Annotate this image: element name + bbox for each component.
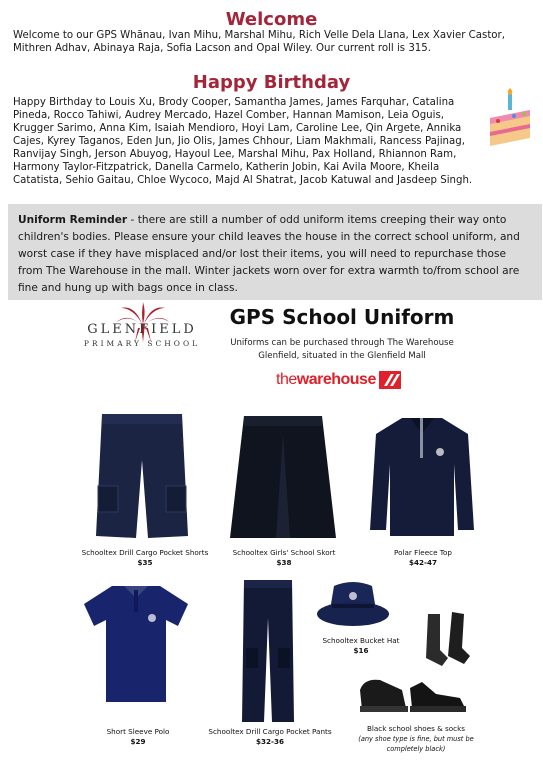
warehouse-logo-prefix: the: [276, 371, 297, 388]
item-name-skort: Schooltex Girls' School Skort: [232, 548, 336, 557]
bucket-hat-image: [316, 580, 390, 634]
uniform-reminder-label: Uniform Reminder: [18, 214, 128, 226]
birthday-text: Happy Birthday to Louis Xu, Brody Cooper, Samantha James, James Farquhar, Catalina Pineda, Rocco Tahiwi, Audrey Mercado, Hazel Comber, Hannan Mamison, Leia Oguis, Krugger Sarimo, Anna Kim, Isaiah Mendioro, Hoyi Lam, Caroline Lee, Qin Argete, Annika Cajes, Kyrey Taganos, Eden Jun, Jio Olis, James Chhour, Liam Makhmali, Rancess Pajinag, Ranvijay Singh, Jerson Abuyog, Hayoul Lee, Marshal Mihu, Pax Holland, Rhiannon Ram, Harmony Taylor-Fitzpatrick, Danella Carmelo, Katherin Jobin, Kai Avila Moore, Kheila Catatista, Sehio Gaitau, Chloe Wycoco, Majd Al Shatrat, Jacob Katuwal and Jasdeep Singh.: [13, 97, 473, 186]
item-name-polo: Short Sleeve Polo: [106, 727, 170, 736]
school-shoes-image: [356, 672, 468, 720]
school-logo-name: GLENFIELD: [87, 322, 197, 337]
school-skort-image: [228, 414, 338, 540]
item-caption-shoes: [354, 724, 478, 754]
item-price-polo: $29: [130, 737, 146, 746]
polar-fleece-image: [368, 412, 476, 540]
uniform-reminder-body: - there are still a number of odd uniform items creeping their way onto children's bodies. Please ensure your child leaves the house in the correct school uniform, and worst case if they have misplaced and/or lost their items, you will need to repurchase those from The Warehouse in the mall. Winter jackets worn over for extra warmth to/from school are fine and hung up with bags once in class.: [18, 214, 520, 294]
uniform-subtext: Uniforms can be purchased through The Warehouse Glenfield, situated in the Glenfield Mall: [230, 338, 454, 361]
item-price-skort: $38: [276, 558, 292, 567]
birthday-cake-icon: [486, 88, 534, 152]
birthday-heading: Happy Birthday: [192, 72, 351, 93]
the-warehouse-logo: [276, 369, 401, 391]
welcome-text: Welcome to our GPS Whānau, Ivan Mihu, Marshal Mihu, Rich Velle Dela Llana, Lex Xavier Castor, Mithren Adhav, Abinaya Raja, Sofia Lacson and Opal Wiley. Our current roll is 315.: [13, 30, 505, 54]
item-caption-fleece: [368, 548, 478, 568]
warehouse-logo-name: warehouse: [296, 371, 376, 388]
item-note-shoes: (any shoe type is fine, but must be completely black): [358, 735, 474, 753]
item-caption-polo: [84, 727, 192, 747]
school-logo-subtitle: PRIMARY SCHOOL: [83, 339, 201, 348]
item-price-pants: $32-36: [256, 737, 284, 746]
item-caption-pants: [200, 727, 340, 747]
item-price-hat: $16: [353, 646, 369, 655]
cargo-shorts-image: [92, 410, 192, 542]
uniform-heading: GPS School Uniform: [229, 305, 455, 329]
item-name-hat: Schooltex Bucket Hat: [322, 636, 400, 645]
item-caption-shorts: [72, 548, 218, 568]
short-sleeve-polo-image: [82, 582, 190, 704]
item-price-shorts: $35: [137, 558, 153, 567]
item-name-pants: Schooltex Drill Cargo Pocket Pants: [208, 727, 332, 736]
item-price-fleece: $42-47: [409, 558, 437, 567]
uniform-reminder-text: [18, 212, 533, 297]
school-logo: [62, 322, 222, 348]
school-socks-image: [408, 610, 474, 670]
cargo-pants-image: [240, 578, 296, 724]
item-caption-hat: [316, 636, 406, 656]
welcome-heading: Welcome: [225, 9, 318, 30]
item-name-shorts: Schooltex Drill Cargo Pocket Shorts: [81, 548, 209, 557]
item-name-fleece: Polar Fleece Top: [394, 548, 452, 557]
uniform-reminder-box: [8, 204, 542, 300]
item-name-shoes: Black school shoes & socks: [366, 724, 466, 733]
item-caption-skort: [218, 548, 350, 568]
warehouse-badge-icon: [379, 371, 401, 389]
